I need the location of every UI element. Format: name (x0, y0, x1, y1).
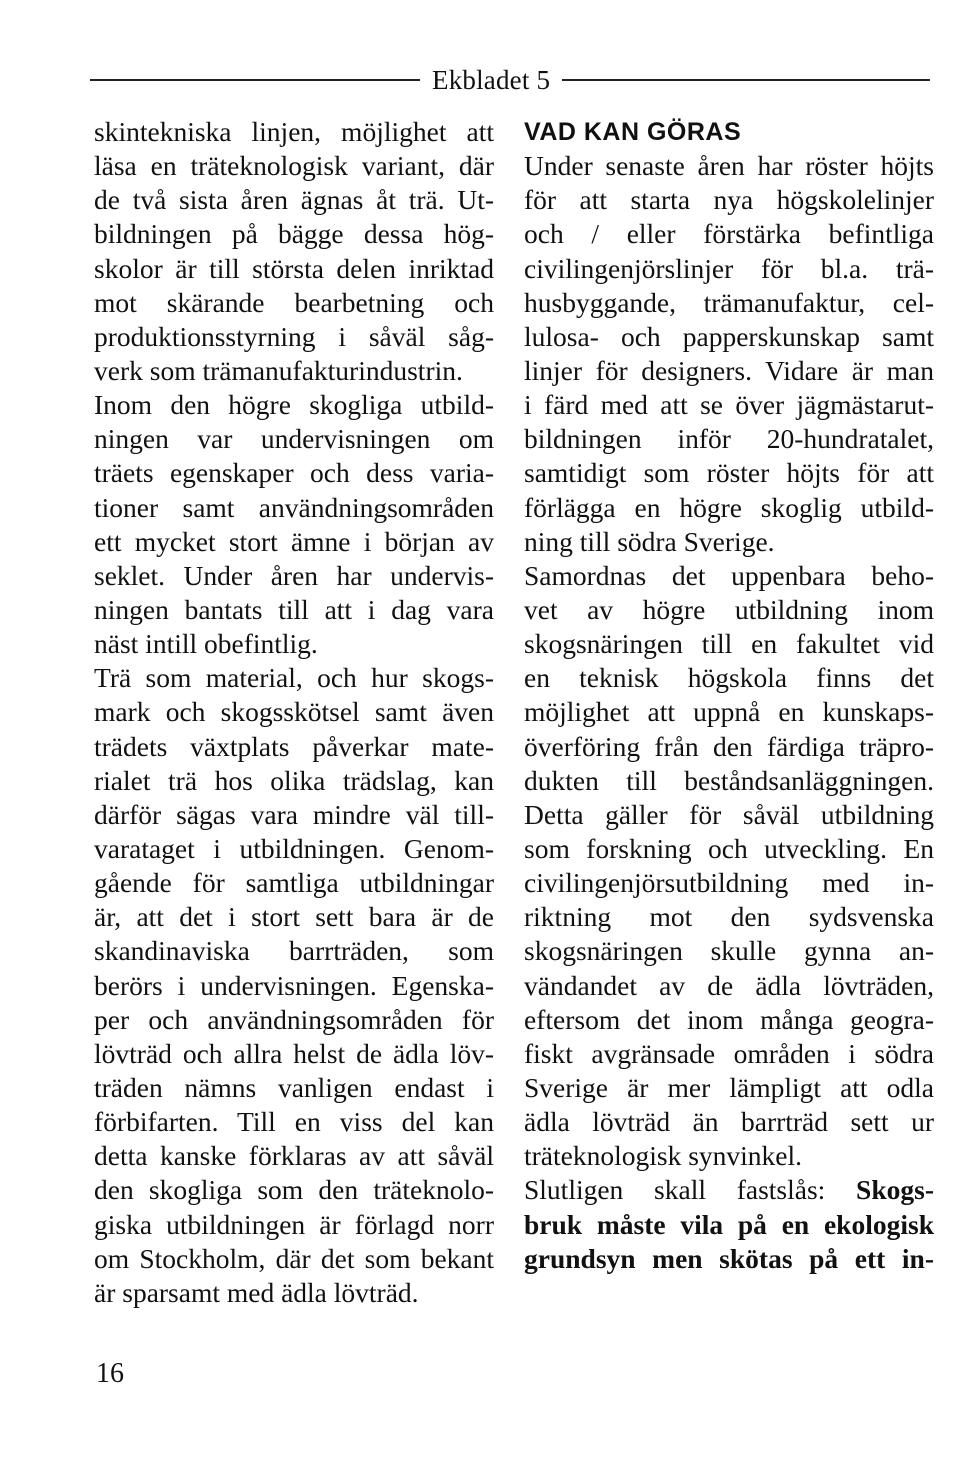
text-line: trädets växtplats påverkar mate- (94, 730, 494, 762)
text-line: ning till södra Sverige. (524, 525, 775, 557)
text-line: lövträd och allra helst de ädla löv- (94, 1037, 494, 1069)
text-line: mot skärande bearbetning och (94, 286, 494, 318)
text-line: berörs i undervisningen. Egenska- (94, 969, 494, 1001)
text-line: husbyggande, trämanufaktur, cel- (524, 286, 934, 318)
text-line: ningen var undervisningen om (94, 423, 494, 455)
text-line: vändandet av de ädla lövträden, (524, 969, 934, 1001)
text-line: de två sista åren ägnas åt trä. Ut- (94, 184, 494, 216)
page-number: 16 (96, 1358, 124, 1389)
text-line: om Stockholm, där det som bekant (94, 1242, 494, 1274)
right-column-body (524, 149, 934, 1173)
closing-bold-start: Skogs- (856, 1174, 934, 1206)
text-line: som forskning och utveckling. En (524, 832, 934, 864)
text-line: är, att det i stort sett bara är de (94, 901, 494, 933)
text-line: lulosa- och papperskunskap samt (524, 320, 934, 352)
text-line: ädla lövträd än barrträd sett ur (524, 1106, 934, 1138)
left-column (94, 115, 494, 1310)
text-line: grundsyn men skötas på ett in- (524, 1242, 934, 1274)
text-line: eftersom det inom många geogra- (524, 1003, 934, 1035)
text-line: varataget i utbildningen. Genom- (94, 832, 494, 864)
text-line: den skogliga som den träteknolo- (94, 1174, 494, 1206)
text-line: möjlighet att uppnå en kunskaps- (524, 696, 934, 728)
text-line: seklet. Under åren har undervis- (94, 559, 494, 591)
text-line: Inom den högre skogliga utbild- (94, 389, 494, 421)
text-line: per och användningsområden för (94, 1003, 494, 1035)
text-line: ningen bantats till att i dag vara (94, 593, 494, 625)
text-line: träden nämns vanligen endast i (94, 1071, 494, 1103)
text-line: civilingenjörsutbildning med in- (524, 867, 934, 899)
header-rule-left (90, 79, 420, 81)
text-line: dukten till beståndsanläggningen. (524, 764, 934, 796)
text-line: skintekniska linjen, möjlighet att (94, 116, 494, 147)
text-line: träteknologisk synvinkel. (524, 1140, 803, 1172)
text-line: näst intill obefintlig. (94, 628, 318, 660)
publication-title: Ekbladet 5 (432, 64, 551, 95)
text-line: skandinaviska barrträden, som (94, 935, 494, 967)
text-line: mark och skogsskötsel samt även (94, 696, 494, 728)
text-line: skogsnäringen skulle gynna an- (524, 935, 934, 967)
right-column (524, 115, 934, 1276)
text-line: riktning mot den sydsvenska (524, 901, 934, 933)
text-line: och / eller förstärka befintliga (524, 218, 934, 250)
text-line: Samordnas det uppenbara beho- (524, 559, 934, 591)
text-line: detta kanske förklaras av att såväl (94, 1140, 494, 1172)
text-line: för att starta nya högskolelinjer (524, 184, 934, 216)
text-line: förlägga en högre skoglig utbild- (524, 491, 934, 523)
text-line: vet av högre utbildning inom (524, 593, 934, 625)
text-line: därför sägas vara mindre väl till- (94, 798, 494, 830)
text-line: i färd med att se över jägmästarut- (524, 389, 934, 421)
text-line: verk som trämanufakturindustrin. (94, 354, 463, 386)
text-line: bruk måste vila på en ekologisk (524, 1208, 934, 1240)
text-line: skogsnäringen till en fakultet vid (524, 628, 934, 660)
text-line: rialet trä hos olika trädslag, kan (94, 764, 494, 796)
text-line: förbifarten. Till en viss del kan (94, 1106, 494, 1138)
closing-line (524, 1173, 934, 1207)
running-header (90, 60, 930, 100)
text-line: Detta gäller för såväl utbildning (524, 798, 934, 830)
text-line: ett mycket stort ämne i början av (94, 525, 494, 557)
text-line: gående för samtliga utbildningar (94, 867, 494, 899)
text-line: samtidigt som röster höjts för att (524, 457, 934, 489)
header-rule-right (562, 79, 930, 81)
text-line: bildningen inför 20-hundratalet, (524, 423, 934, 455)
text-line: läsa en träteknologisk variant, där (94, 150, 494, 182)
text-line: Sverige är mer lämpligt att odla (524, 1071, 934, 1103)
text-line: tioner samt användningsområden (94, 491, 494, 523)
text-line: Under senaste åren har röster höjts (524, 150, 934, 182)
text-line: giska utbildningen är förlagd norr (94, 1208, 494, 1240)
text-line: träets egenskaper och dess varia- (94, 457, 494, 489)
text-line: fiskt avgränsade områden i södra (524, 1037, 934, 1069)
text-line: är sparsamt med ädla lövträd. (94, 1276, 419, 1308)
text-line: civilingenjörslinjer för bl.a. trä- (524, 252, 934, 284)
closing-lead: Slutligen skall fastslås: (524, 1174, 826, 1206)
text-line: bildningen på bägge dessa hög- (94, 218, 494, 250)
text-line: linjer för designers. Vidare är man (524, 354, 934, 386)
closing-bold-text (524, 1208, 934, 1276)
section-heading: VAD KAN GÖRAS (524, 118, 742, 146)
text-line: Trä som material, och hur skogs- (94, 662, 494, 694)
text-line: skolor är till största delen inriktad (94, 252, 494, 284)
text-line: överföring från den färdiga träpro- (524, 730, 934, 762)
text-line: produktionsstyrning i såväl såg- (94, 320, 494, 352)
text-line: en teknisk högskola finns det (524, 662, 934, 694)
